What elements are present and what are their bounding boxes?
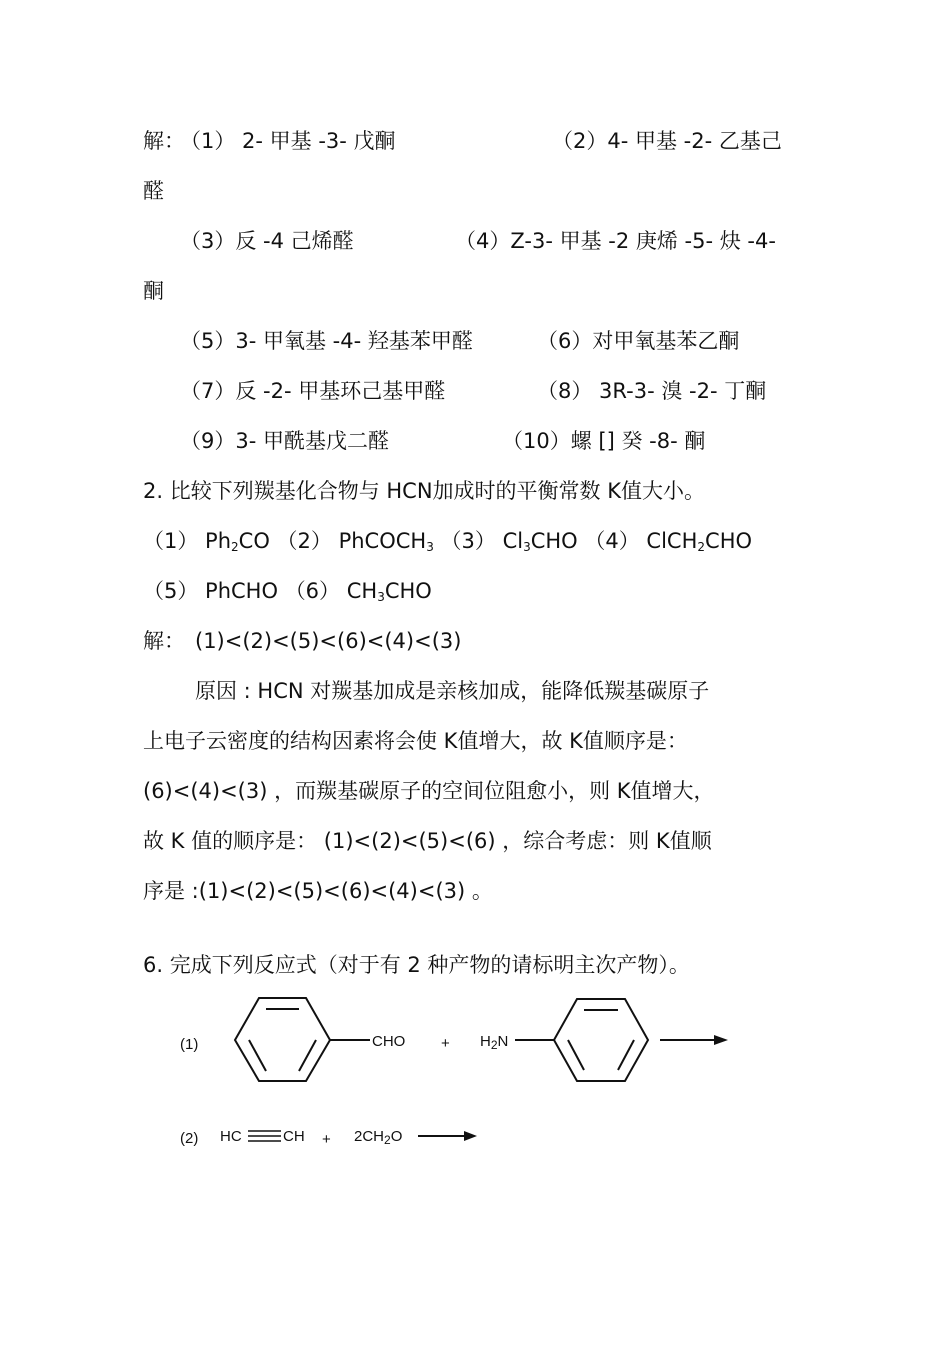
compound-1: （1） $Ph_2CO$ <box>143 529 270 554</box>
question-2-answer-prefix: 解： <box>143 629 185 653</box>
answer-item-3: （3）反 -4 己烯醛 <box>180 229 354 253</box>
reaction-2-plus: + <box>322 1131 331 1148</box>
compound-5: （5） PhCHO <box>143 579 278 603</box>
reason-line-1: 原因 : HCN 对羰基加成是亲核加成，能降低羰基碳原子 <box>195 679 710 703</box>
reaction-2-label: (2) <box>180 1130 199 1147</box>
amine-group-label: $H_2N$ <box>480 1033 509 1052</box>
answer-item-10: （10）螺 [] 癸 -8- 酮 <box>502 429 706 453</box>
answer-item-4-cont: 酮 <box>143 279 164 303</box>
reaction-1-plus: + <box>441 1035 450 1052</box>
aldehyde-group-label: CHO <box>372 1033 406 1050</box>
reason-line-4: 故 K 值的顺序是： (1)<(2)<(5)<(6) ，综合考虑：则 K值顺 <box>143 829 712 853</box>
benzene-ring-1 <box>235 998 330 1081</box>
answer-item-5: （5）3- 甲氧基 -4- 羟基苯甲醛 <box>180 329 473 353</box>
answer-item-6: （6）对甲氧基苯乙酮 <box>537 329 740 353</box>
formaldehyde-label: $2CH_2O$ <box>354 1128 403 1147</box>
compound-3: （3） $Cl_3CHO$ <box>440 529 578 554</box>
alkyne-hc-label: HC <box>220 1128 242 1145</box>
answer-item-8: （8） 3R-3- 溴 -2- 丁酮 <box>537 379 767 403</box>
answer-item-1: （1） 2- 甲基 -3- 戊酮 <box>180 129 396 153</box>
alkyne-ch-label: CH <box>283 1128 305 1145</box>
compound-6: （6） $CH_3CHO$ <box>284 579 432 604</box>
reason-line-3: (6)<(4)<(3) ，而羰基碳原子的空间位阻愈小，则 K值增大， <box>143 779 715 803</box>
answer-prefix: 解： <box>143 129 185 153</box>
question-2-title: 2. 比较下列羰基化合物与 HCN加成时的平衡常数 K值大小。 <box>143 479 705 503</box>
answer-item-4: （4）Z-3- 甲基 -2 庚烯 -5- 炔 -4- <box>455 229 776 253</box>
question-2-answer: (1)<(2)<(5)<(6)<(4)<(3) <box>195 629 462 653</box>
compound-2: （2） PhCOCH$_3$ <box>276 529 434 554</box>
reason-line-5: 序是 :(1)<(2)<(5)<(6)<(4)<(3) 。 <box>143 879 493 903</box>
reaction-1-label: (1) <box>180 1036 199 1053</box>
answer-item-9: （9）3- 甲酰基戊二醛 <box>180 429 389 453</box>
answer-item-2: （2）4- 甲基 -2- 乙基己 <box>552 129 782 153</box>
compound-4: （4） ClCH$_2$CHO <box>584 529 753 554</box>
question-6-title: 6. 完成下列反应式（对于有 2 种产物的请标明主次产物）。 <box>143 953 690 977</box>
answer-item-7: （7）反 -2- 甲基环己基甲醛 <box>180 379 446 403</box>
answer-item-2-cont: 醛 <box>143 179 164 203</box>
reason-line-2: 上电子云密度的结构因素将会使 K值增大，故 K值顺序是： <box>143 729 688 753</box>
